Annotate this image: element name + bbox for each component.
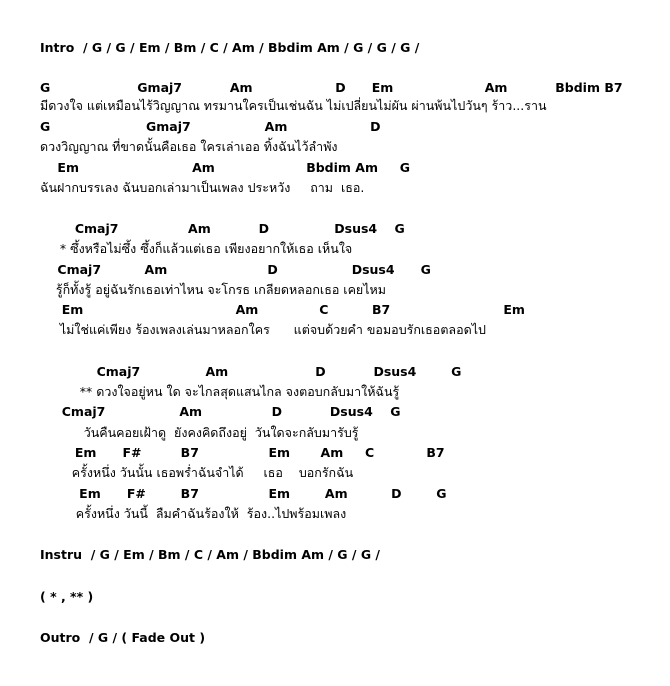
chorus2-chords-2: Cmaj7 Am D Dsus4 G	[40, 404, 401, 419]
chorus2-lyrics-3: ครั้งหนึ่ง วันนั้น เธอพร่ำฉันจำได้ เธอ บอกรักฉัน	[40, 465, 354, 480]
repeat-line: ( * , ** )	[40, 589, 94, 604]
verse1-chords-2: G Gmaj7 Am D	[40, 119, 381, 134]
chorus1-chords-1: Cmaj7 Am D Dsus4 G	[40, 221, 405, 236]
verse1-lyrics-3: ฉันฝากบรรเลง ฉันบอกเล่ามาเป็นเพลง ประหวัง ถาม เธอ.	[40, 180, 365, 195]
verse1-chords-1: G Gmaj7 Am D Em Am Bbdim B7	[40, 80, 623, 95]
chorus1-lyrics-1: * ซึ้งหรือไม่ซึ้ง ซึ้งก็แล้วแต่เธอ เพียงอยากให้เธอ เห็นใจ	[40, 241, 353, 256]
chorus2-lyrics-1: ** ดวงใจอยู่หน ใด จะไกลสุดแสนไกล จงตอบกลับมาให้ฉันรู้	[40, 384, 400, 399]
verse1-chords-3: Em Am Bbdim Am G	[40, 160, 411, 175]
instru-line: Instru / G / Em / Bm / C / Am / Bbdim Am / G / G /	[40, 547, 381, 562]
intro-line: Intro / G / G / Em / Bm / C / Am / Bbdim Am / G / G / G /	[40, 40, 420, 55]
verse1-lyrics-2: ดวงวิญญาณ ที่ขาดนั้นคือเธอ ใครเล่าเออ ทิ้งฉันไว้ลำพัง	[40, 139, 338, 154]
outro-line: Outro / G / ( Fade Out )	[40, 630, 206, 645]
chorus2-lyrics-4: ครั้งหนึ่ง วันนี้ ลืมคำฉันร้องให้ ร้อง..ไปพร้อมเพลง	[40, 506, 347, 521]
chorus2-chords-4: Em F# B7 Em Am D G	[40, 486, 447, 501]
verse1-lyrics-1: มีดวงใจ แต่เหมือนไร้วิญญาณ ทรมานใครเป็นเช่นฉัน ไม่เปลี่ยนไม่ผัน ผ่านพ้นไปวันๆ ร้าว...ราน	[40, 98, 547, 113]
chorus1-chords-3: Em Am C B7 Em	[40, 302, 525, 317]
chorus1-lyrics-2: รู้ก็ทั้งรู้ อยู่ฉันรักเธอเท่าไหน จะโกรธ เกลียดหลอกเธอ เคยไหม	[40, 282, 387, 297]
chorus2-chords-3: Em F# B7 Em Am C B7	[40, 445, 445, 460]
chorus1-lyrics-3: ไม่ใช่แค่เพียง ร้องเพลงเล่นมาหลอกใคร แต่จบด้วยคำ ขอมอบรักเธอตลอดไป	[40, 322, 486, 337]
chorus2-lyrics-2: วันคืนคอยเฝ้าดู ยังคงคิดถึงอยู่ วันใดจะกลับมารับรู้	[40, 425, 359, 440]
chorus1-chords-2: Cmaj7 Am D Dsus4 G	[40, 262, 431, 277]
chorus2-chords-1: Cmaj7 Am D Dsus4 G	[40, 364, 462, 379]
